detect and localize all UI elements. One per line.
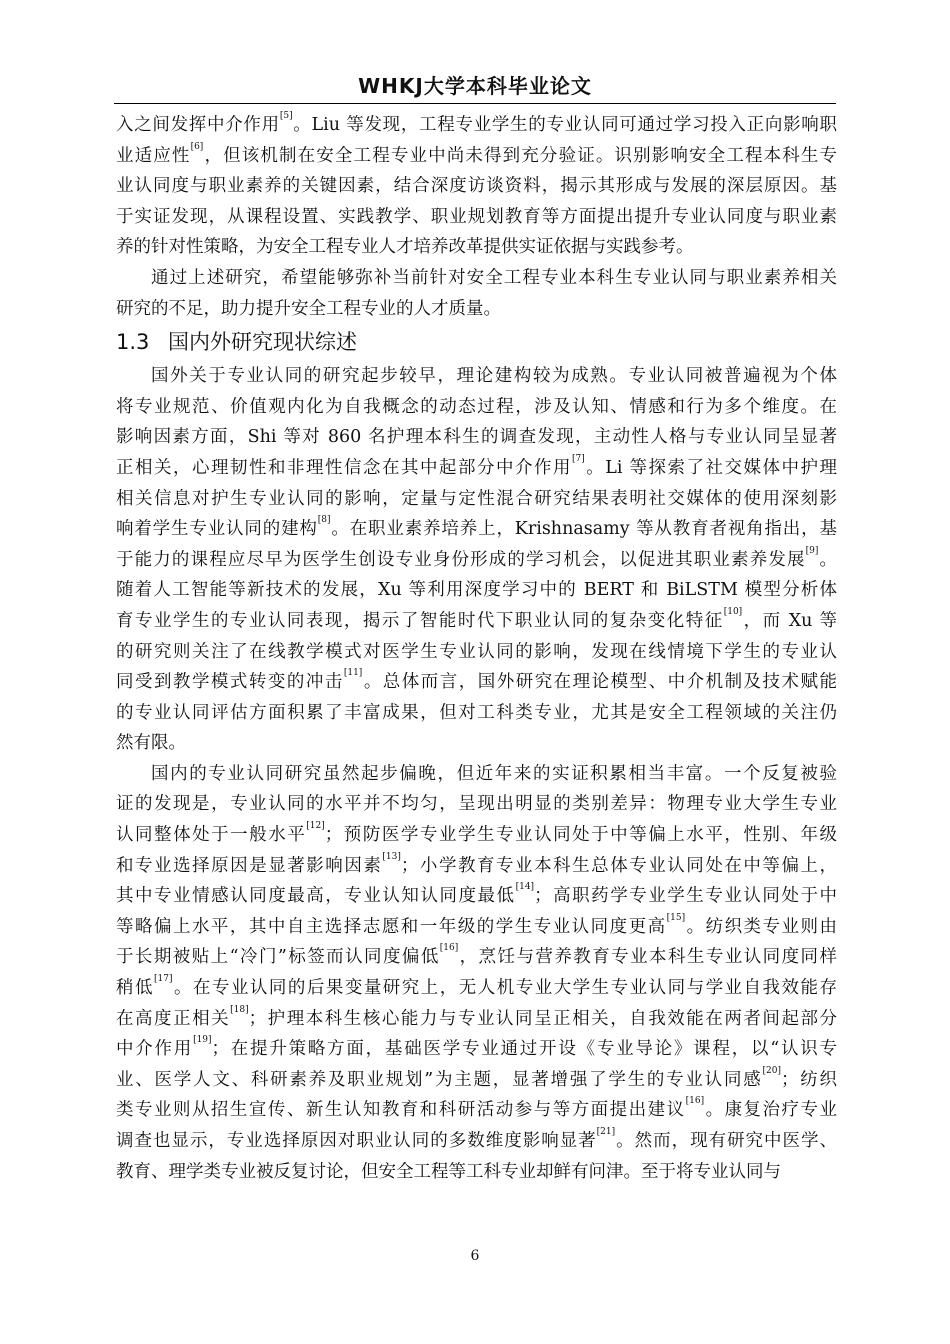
text-run: 。在职业素养培养上，Krishnasamy 等从教育者视角指出，基	[330, 519, 837, 540]
text-run: 影响因素方面，Shi 等对 860 名护理本科生的调查发现，主动性人格与专业认同呈显著	[116, 427, 837, 448]
body-text	[116, 110, 837, 1187]
text-line	[116, 263, 837, 294]
text-line	[116, 637, 837, 668]
text-run: 然有限。	[116, 733, 186, 754]
citation: [21]	[596, 1127, 616, 1137]
text-line	[116, 202, 837, 233]
text-run: ；纺织	[780, 1069, 837, 1090]
citation: [8]	[317, 515, 331, 526]
text-line	[116, 1004, 837, 1035]
text-line	[116, 453, 837, 484]
text-run: 业适应性	[116, 145, 191, 166]
text-line	[116, 942, 837, 973]
text-line	[116, 575, 837, 606]
citation: [16]	[439, 943, 459, 954]
text-line	[116, 514, 837, 545]
text-line	[116, 1065, 837, 1096]
text-run: 于实证发现，从课程设置、实践教学、职业规划教育等方面提出提升专业认同度与职业素	[116, 206, 837, 227]
text-line	[116, 110, 837, 141]
citation: [15]	[666, 912, 686, 923]
citation: [12]	[306, 821, 325, 832]
text-line	[116, 820, 837, 851]
citation: [14]	[515, 882, 535, 893]
text-line	[116, 881, 837, 912]
text-run: 在高度正相关	[116, 1008, 231, 1029]
section-number: 1.3	[116, 330, 150, 355]
text-run: 的专业认同评估方面积累了丰富成果，但对工科类专业，尤其是安全工程领域的关注仍	[116, 702, 837, 723]
text-line	[116, 1157, 837, 1188]
text-run: 相关信息对护生专业认同的影响，定量与定性混合研究结果表明社交媒体的使用深刻影	[116, 488, 837, 509]
text-line	[116, 973, 837, 1004]
text-line	[116, 545, 837, 576]
text-run: ；预防医学专业学生专业认同处于中等偏上水平，性别、年级	[324, 825, 837, 846]
citation: [16]	[685, 1096, 705, 1107]
header-rule	[114, 103, 836, 104]
text-line	[116, 1095, 837, 1126]
text-line	[116, 728, 837, 759]
text-run: 和专业选择原因是显著影响因素	[116, 855, 383, 876]
paragraph	[116, 110, 837, 263]
text-run: 教育、理学类专业被反复讨论，但安全工程等工科专业却鲜有问津。至于将专业认同与	[116, 1161, 781, 1182]
text-run: ；护理本科生核心能力与专业认同呈正相关，自我效能在两者间起部分	[248, 1008, 837, 1029]
text-run: 。纺织类专业则由	[685, 916, 837, 937]
text-run: 。Li 等探索了社交媒体中护理	[584, 457, 837, 478]
paragraph	[116, 361, 837, 759]
text-line	[116, 141, 837, 172]
text-run: 响着学生专业认同的建构	[116, 519, 318, 540]
paragraph	[116, 759, 837, 1187]
text-run: 国外关于专业认同的研究起步较早，理论建构较为成熟。专业认同被普遍视为个体	[151, 366, 837, 387]
citation: [20]	[762, 1065, 781, 1076]
text-run: 。总体而言，国外研究在理论模型、中介机制及技术赋能	[362, 672, 837, 693]
citation: [17]	[153, 974, 173, 985]
text-run: 证的发现是，专业认同的水平并不均匀，呈现出明显的类别差异：物理专业大学生专业	[116, 794, 837, 815]
text-run: ，但该机制在安全工程专业中尚未得到充分验证。识别影响安全工程本科生专	[203, 145, 837, 166]
text-line	[116, 606, 837, 637]
text-run: 同受到教学模式转变的冲击	[116, 672, 344, 693]
text-run: 于长期被贴上“冷门”标签而认同度偏低	[116, 947, 440, 968]
citation: [6]	[190, 141, 204, 152]
page-number: 6	[470, 1248, 480, 1264]
text-run: 稍低	[116, 978, 154, 999]
text-run: 育专业学生的专业认同表现，揭示了智能时代下职业认同的复杂变化特征	[116, 610, 724, 631]
text-run: 。	[818, 549, 837, 570]
section-title: 国内外研究现状综述	[168, 330, 357, 355]
text-run: 国内的专业认同研究虽然起步偏晚，但近年来的实证积累相当丰富。一个反复被验	[151, 763, 837, 784]
paragraph	[116, 263, 837, 324]
text-line	[116, 294, 837, 325]
text-line	[116, 484, 837, 515]
text-run: 认同整体处于一般水平	[116, 825, 307, 846]
citation: [13]	[382, 851, 401, 862]
text-line	[116, 851, 837, 882]
text-line	[116, 171, 837, 202]
text-line	[116, 789, 837, 820]
text-run: 将专业规范、价值观内化为自我概念的动态过程，涉及认知、情感和行为多个维度。在	[116, 396, 837, 417]
citation: [11]	[343, 668, 363, 679]
text-run: ，烹饪与营养教育专业本科生专业认同度同样	[458, 947, 837, 968]
text-run: 调查也显示，专业选择原因对职业认同的多数维度影响显著	[116, 1131, 597, 1151]
citation: [18]	[230, 1004, 249, 1015]
text-run: ；高职药学专业学生专业认同处于中	[534, 886, 837, 907]
text-run: 。然而，现有研究中医学、	[615, 1131, 837, 1151]
text-run: 随着人工智能等新技术的发展，Xu 等利用深度学习中的 BERT 和 BiLSTM 模型分析体	[116, 580, 837, 601]
text-run: 其中专业情感认同度最高，专业认知认同度最低	[116, 886, 516, 907]
section-heading	[116, 325, 837, 359]
text-line	[116, 667, 837, 698]
text-run: 研究的不足，助力提升安全工程专业的人才质量。	[116, 298, 501, 319]
text-run: 正相关，心理韧性和非理性信念在其中起部分中介作用	[116, 457, 572, 478]
text-run: 类专业则从招生宣传、新生认知教育和科研活动参与等方面提出建议	[116, 1100, 686, 1121]
text-line	[116, 759, 837, 790]
text-run: ，而 Xu 等	[742, 610, 837, 631]
text-run: 。Liu 等发现，工程专业学生的专业认同可通过学习投入正向影响职	[292, 115, 837, 135]
citation: [9]	[805, 545, 819, 556]
text-line	[116, 392, 837, 423]
text-run: 业、医学人文、科研素养及职业规划”为主题，显著增强了学生的专业认同感	[116, 1069, 763, 1090]
text-run: 中介作用	[116, 1039, 194, 1060]
running-header: WHKJ大学本科毕业论文	[358, 74, 592, 98]
citation: [5]	[279, 111, 293, 121]
text-run: ；在提升策略方面，基础医学专业通过开设《专业导论》课程，以“认识专	[211, 1039, 837, 1060]
text-line	[116, 1034, 837, 1065]
text-run: 。在专业认同的后果变量研究上，无人机专业大学生专业认同与学业自我效能存	[172, 978, 837, 999]
text-run: ；小学教育专业本科生总体专业认同处在中等偏上，	[400, 855, 837, 876]
text-run: 于能力的课程应尽早为医学生创设专业身份形成的学习机会，以促进其职业素养发展	[116, 549, 806, 570]
citation: [10]	[723, 606, 743, 617]
citation: [7]	[571, 453, 585, 464]
text-line	[116, 698, 837, 729]
text-run: 等略偏上水平，其中自主选择志愿和一年级的学生专业认同度更高	[116, 916, 667, 937]
citation: [19]	[193, 1035, 212, 1046]
text-line	[116, 422, 837, 453]
text-line	[116, 1126, 837, 1157]
text-run: 通过上述研究，希望能够弥补当前针对安全工程专业本科生专业认同与职业素养相关	[151, 267, 837, 288]
text-run: 养的针对性策略，为安全工程专业人才培养改革提供实证依据与实践参考。	[116, 237, 694, 258]
text-run: 的研究则关注了在线教学模式对医学生专业认同的影响，发现在线情境下学生的专业认	[116, 641, 837, 662]
text-line	[116, 361, 837, 392]
text-line	[116, 912, 837, 943]
text-run: 业认同度与职业素养的关键因素，结合深度访谈资料，揭示其形成与发展的深层原因。基	[116, 176, 837, 197]
text-run: 入之间发挥中介作用	[116, 115, 280, 135]
text-run: 。康复治疗专业	[704, 1100, 837, 1121]
text-line	[116, 232, 837, 263]
